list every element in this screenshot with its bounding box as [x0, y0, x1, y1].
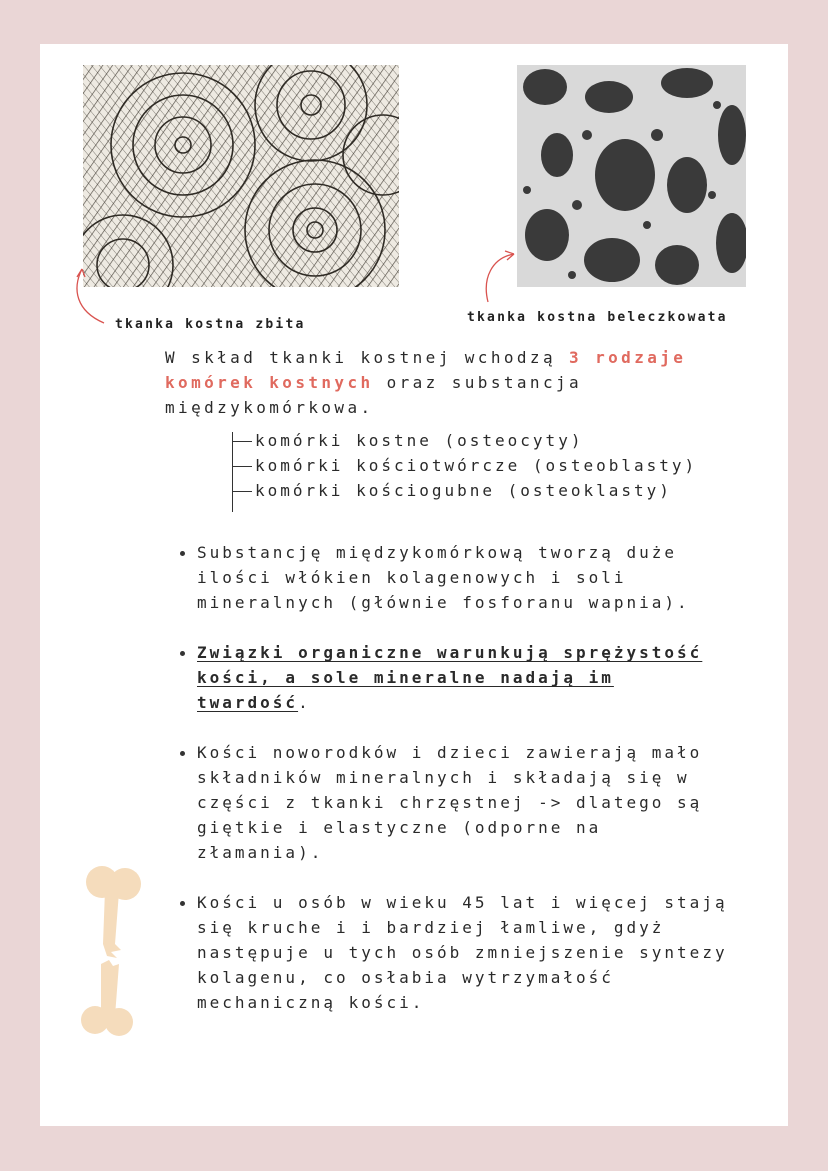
cell-type-item: komórki kościogubne (osteoklasty): [220, 478, 697, 503]
intro-highlight: 3 rodzaje komórek kostnych: [165, 348, 687, 392]
bullet-list: [175, 540, 735, 1040]
intro-paragraph: [165, 345, 725, 420]
intro-text-after: oraz substancja międzykomórkowa.: [165, 373, 583, 417]
compact-bone-caption: tkanka kostna zbita: [115, 317, 306, 332]
cell-type-item: komórki kościotwórcze (osteoblasty): [220, 453, 697, 478]
bullet-item: [175, 640, 735, 715]
bullet-item: Substancję międzykomórkową tworzą duże ilości włókien kolagenowych i soli mineralnych (głównie fosforanu wapnia).: [175, 540, 735, 615]
bullet-tail: .: [298, 693, 311, 712]
spongy-bone-caption: tkanka kostna beleczkowata: [467, 310, 728, 325]
intro-text-before: W skład tkanki kostnej wchodzą: [165, 348, 570, 367]
spongy-bone-image: [517, 65, 746, 287]
curved-arrow-icon: [478, 248, 518, 306]
bullet-item: Kości noworodków i dzieci zawierają mało składników mineralnych i składają się w części z tkanki chrzęstnej -> dlatego są giętkie i elastyczne (odporne na złamania).: [175, 740, 735, 865]
curved-arrow-icon: [70, 265, 110, 327]
compact-bone-image: [83, 65, 399, 287]
cell-types-tree: [220, 428, 697, 503]
cell-type-item: komórki kostne (osteocyty): [220, 428, 697, 453]
bullet-bold-underlined: Związki organiczne warunkują sprężystość kości, a sole mineralne nadają im twardość: [197, 643, 703, 712]
bullet-item: Kości u osób w wieku 45 lat i więcej stają się kruche i i bardziej łamliwe, gdyż następuje u tych osób zmniejszenie syntezy kolagenu, co osłabia wytrzymałość mechaniczną kości.: [175, 890, 735, 1015]
broken-bone-icon: [75, 860, 145, 1040]
